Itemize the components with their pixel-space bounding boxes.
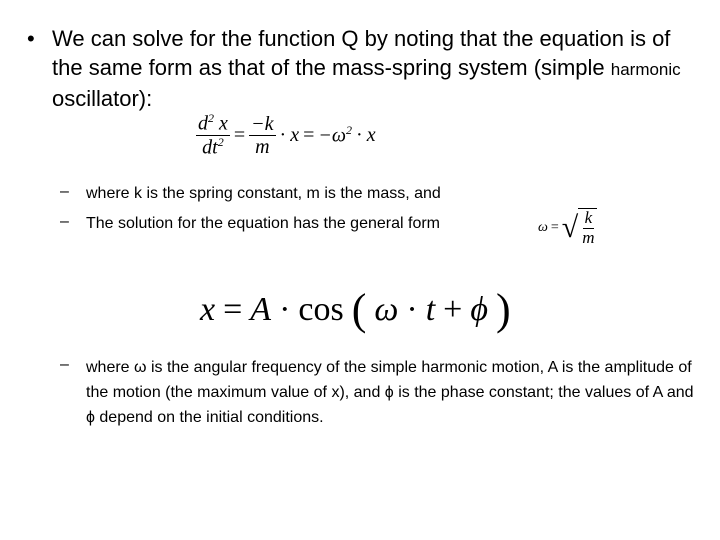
equals-sign: = <box>223 290 243 328</box>
variable-x: x <box>200 290 216 328</box>
equation-angular-frequency <box>538 208 597 247</box>
plus-sign: + <box>443 290 463 328</box>
k-over-m-fraction: $\frac{k}{m}$ <box>582 208 595 247</box>
radical-sign-icon: √ <box>561 210 579 244</box>
sub-bullet-text: The solution for the equation has the general form <box>86 215 440 232</box>
omega-symbol: ω <box>538 219 548 235</box>
sub-bullet-dash: – <box>60 213 69 230</box>
main-bullet-text-part2: oscillator): <box>52 86 153 111</box>
second-derivative-fraction <box>196 112 230 158</box>
second-derivative-denominator: $dt^2$ <box>202 134 224 159</box>
omega-symbol: ω <box>374 290 399 328</box>
sub-bullet-dash: – <box>60 356 69 373</box>
variable-x: x <box>366 123 376 146</box>
phi-symbol: ϕ <box>470 290 488 328</box>
equation-general-solution <box>200 284 511 335</box>
cos-function: cos <box>298 290 344 328</box>
variable-t: t <box>425 290 436 328</box>
main-bullet-small-word: harmonic <box>610 60 681 79</box>
equals-sign: = <box>550 219 559 235</box>
right-paren: ) <box>495 285 511 334</box>
left-paren: ( <box>351 285 367 334</box>
main-bullet-dot: • <box>27 26 35 51</box>
dot-operator: · <box>356 123 363 146</box>
dot-operator: · <box>406 290 418 328</box>
variable-x: x <box>290 123 300 146</box>
neg-omega-squared: $-\omega^2$ <box>318 122 353 147</box>
equals-sign: = <box>303 123 315 146</box>
sub-bullet-text: where k is the spring constant, m is the mass, and <box>86 185 441 202</box>
equation-mass-spring <box>196 112 376 158</box>
main-bullet-text <box>52 24 692 113</box>
amplitude-A: A <box>250 290 272 328</box>
k-over-m-fraction: $\frac{-k}{m}$ <box>251 112 274 158</box>
dot-operator: · <box>279 290 291 328</box>
equals-sign: = <box>233 123 246 146</box>
square-root <box>562 208 597 247</box>
sub-bullet-dash: – <box>60 183 69 200</box>
sub-bullet-text: where ω is the angular frequency of the simple harmonic motion, A is the amplitude of the motion (the maximum value of x), and ϕ is the phase constant; the values of A and ϕ depend on the initial conditions. <box>86 359 694 426</box>
second-derivative-numerator: $d^2$ x <box>198 111 228 135</box>
main-bullet-text-part1: We can solve for the function Q by noting that the equation is of the same form as that of the mass-spring system (simple <box>52 26 671 80</box>
dot-operator: · <box>279 123 287 146</box>
